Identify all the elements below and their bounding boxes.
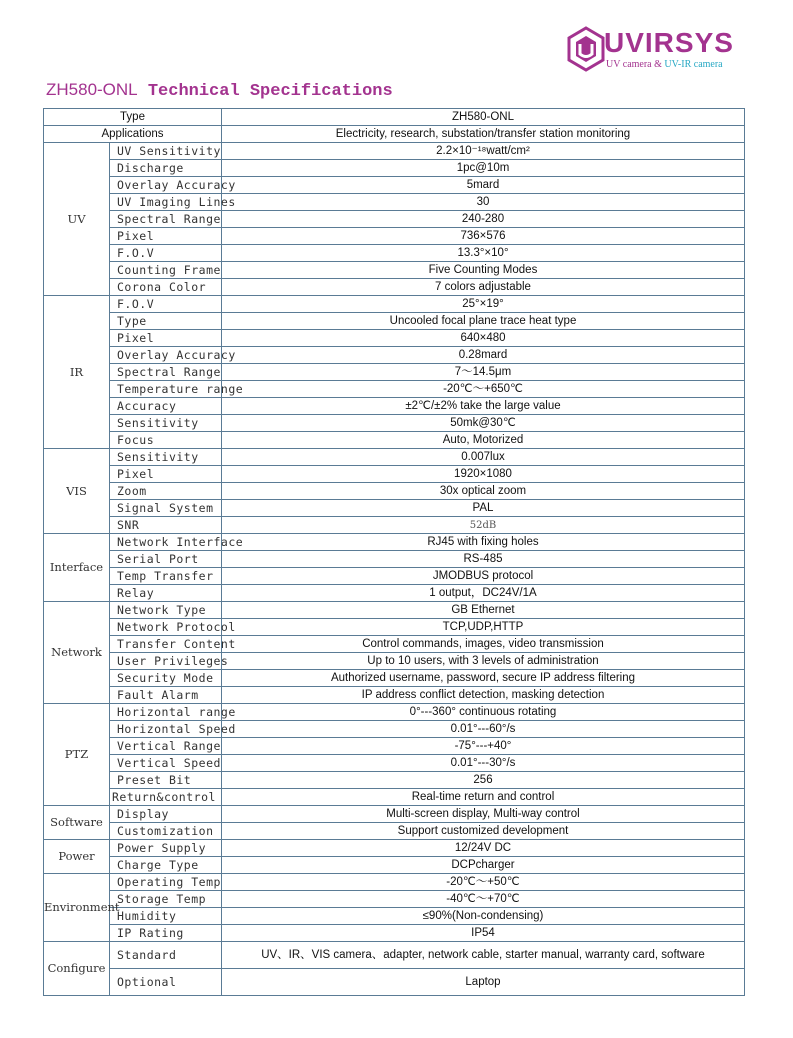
table-row [44,874,745,891]
category-interface: Interface [44,534,110,602]
param-label: Zoom [110,483,222,500]
param-label: Security Mode [110,670,222,687]
param-label: Spectral Range [110,211,222,228]
param-label: Network Protocol [110,619,222,636]
table-row [44,449,745,466]
param-label: Pixel [110,228,222,245]
param-label: Discharge [110,160,222,177]
param-value: 13.3°×10° [222,245,745,262]
table-row [44,551,745,568]
brand-name: UVIRSYS [604,27,734,58]
param-value: -40℃～+70℃ [222,891,745,908]
table-row [44,772,745,789]
param-value: 25°×19° [222,296,745,313]
param-label: Sensitivity [110,415,222,432]
param-value: 2.2×10⁻¹⁸watt/cm² [222,143,745,160]
param-value: 0°---360° continuous rotating [222,704,745,721]
param-label: Pixel [110,330,222,347]
category-software: Software [44,806,110,840]
category-vis: VIS [44,449,110,534]
table-row [44,483,745,500]
table-row [44,432,745,449]
param-value: 30x optical zoom [222,483,745,500]
param-value: -20℃～+50℃ [222,874,745,891]
param-value: Laptop [222,969,745,996]
param-value: DCPcharger [222,857,745,874]
table-row [44,908,745,925]
table-row [44,857,745,874]
param-label: Temperature range [110,381,222,398]
param-value: 1 output，DC24V/1A [222,585,745,602]
param-label: Spectral Range [110,364,222,381]
table-row [44,942,745,969]
param-value: 5mard [222,177,745,194]
table-row [44,160,745,177]
param-value: 30 [222,194,745,211]
param-value: -20℃～+650℃ [222,381,745,398]
brand-logo [566,26,756,74]
table-row [44,296,745,313]
table-row [44,143,745,160]
param-value: IP address conflict detection, masking detection [222,687,745,704]
param-label: Display [110,806,222,823]
table-row [44,228,745,245]
table-row [44,466,745,483]
param-label: UV Imaging Lines [110,194,222,211]
param-label: Standard [110,942,222,969]
table-row [44,619,745,636]
table-row [44,704,745,721]
param-label: Return&control [110,789,222,806]
param-value: 0.007lux [222,449,745,466]
param-label: Type [110,313,222,330]
param-value: 1920×1080 [222,466,745,483]
param-label: Accuracy [110,398,222,415]
table-row [44,245,745,262]
table-row [44,415,745,432]
param-value: TCP,UDP,HTTP [222,619,745,636]
param-label: Signal System [110,500,222,517]
param-label: F.O.V [110,296,222,313]
param-label: UV Sensitivity [110,143,222,160]
table-row [44,517,745,534]
param-value: 0.01°---60°/s [222,721,745,738]
param-value: GB Ethernet [222,602,745,619]
param-label: Storage Temp [110,891,222,908]
table-row [44,840,745,857]
table-row [44,891,745,908]
param-label: Operating Temp [110,874,222,891]
param-value: ≤90%(Non-condensing) [222,908,745,925]
brand-tagline-uv: UV camera & [606,59,665,70]
param-value: RJ45 with fixing holes [222,534,745,551]
table-row [44,177,745,194]
param-label: F.O.V [110,245,222,262]
param-value: IP54 [222,925,745,942]
param-value: 50mk@30℃ [222,415,745,432]
param-value: 256 [222,772,745,789]
table-row [44,364,745,381]
param-label: Horizontal Speed [110,721,222,738]
param-value: Real-time return and control [222,789,745,806]
title-model: ZH580-ONL [46,80,138,99]
table-row [44,721,745,738]
param-value: Authorized username, password, secure IP address filtering [222,670,745,687]
page-title [46,80,393,101]
param-label: Corona Color [110,279,222,296]
param-label: Optional [110,969,222,996]
type-label: Type [44,109,222,126]
category-network: Network [44,602,110,704]
table-row [44,313,745,330]
table-row [44,279,745,296]
param-label: Humidity [110,908,222,925]
category-ptz: PTZ [44,704,110,806]
table-row [44,398,745,415]
table-row [44,109,745,126]
applications-value: Electricity, research, substation/transfer station monitoring [222,126,745,143]
param-label: Pixel [110,466,222,483]
param-label: Fault Alarm [110,687,222,704]
param-label: SNR [110,517,222,534]
brand-tagline-uvir: UV-IR camera [664,59,723,70]
param-value: ±2℃/±2% take the large value [222,398,745,415]
table-row [44,330,745,347]
param-label: Vertical Range [110,738,222,755]
category-environment: Environment [44,874,110,942]
param-value: Five Counting Modes [222,262,745,279]
category-uv: UV [44,143,110,296]
spec-table [43,108,745,996]
param-value: 1pc@10m [222,160,745,177]
table-row [44,500,745,517]
table-row [44,755,745,772]
param-label: Vertical Speed [110,755,222,772]
param-label: Relay [110,585,222,602]
table-row [44,262,745,279]
param-value: JMODBUS protocol [222,568,745,585]
type-value: ZH580-ONL [222,109,745,126]
param-label: Transfer Content [110,636,222,653]
param-value: 12/24V DC [222,840,745,857]
param-value: 7～14.5μm [222,364,745,381]
param-value: 7 colors adjustable [222,279,745,296]
param-value: Support customized development [222,823,745,840]
param-value: Auto, Motorized [222,432,745,449]
param-value: 0.01°---30°/s [222,755,745,772]
table-row [44,211,745,228]
table-row [44,381,745,398]
table-row [44,789,745,806]
param-value: Uncooled focal plane trace heat type [222,313,745,330]
param-label: Charge Type [110,857,222,874]
table-row [44,653,745,670]
param-value: 736×576 [222,228,745,245]
table-row [44,738,745,755]
param-value: Multi-screen display, Multi-way control [222,806,745,823]
table-row [44,969,745,996]
applications-label: Applications [44,126,222,143]
table-row [44,347,745,364]
param-label: Preset Bit [110,772,222,789]
param-value: Up to 10 users, with 3 levels of administration [222,653,745,670]
param-value: UV、IR、VIS camera、adapter, network cable, starter manual, warranty card, software [222,942,745,969]
table-row [44,670,745,687]
param-label: Sensitivity [110,449,222,466]
table-row [44,806,745,823]
category-power: Power [44,840,110,874]
table-row [44,585,745,602]
table-row [44,194,745,211]
table-row [44,823,745,840]
param-label: Temp Transfer [110,568,222,585]
param-label: Overlay Accuracy [110,347,222,364]
param-value: Control commands, images, video transmission [222,636,745,653]
param-value: 0.28mard [222,347,745,364]
table-row [44,636,745,653]
param-value: RS-485 [222,551,745,568]
param-label: Network Type [110,602,222,619]
param-value: 240-280 [222,211,745,228]
param-value: 640×480 [222,330,745,347]
table-row [44,925,745,942]
param-label: Customization [110,823,222,840]
param-label: Focus [110,432,222,449]
param-value: 52dB [222,517,745,534]
uvirsys-logo-icon [566,26,606,72]
brand-tagline [606,59,723,70]
param-label: IP Rating [110,925,222,942]
table-row [44,568,745,585]
param-label: Serial Port [110,551,222,568]
param-label: Horizontal range [110,704,222,721]
param-value: PAL [222,500,745,517]
category-configure: Configure [44,942,110,996]
param-label: Network Interface [110,534,222,551]
param-value: -75°---+40° [222,738,745,755]
table-row [44,687,745,704]
param-label: User Privileges [110,653,222,670]
title-text: Technical Specifications [137,82,393,101]
table-row [44,534,745,551]
param-label: Overlay Accuracy [110,177,222,194]
category-ir: IR [44,296,110,449]
param-label: Counting Frame [110,262,222,279]
param-label: Power Supply [110,840,222,857]
table-row [44,602,745,619]
table-row [44,126,745,143]
